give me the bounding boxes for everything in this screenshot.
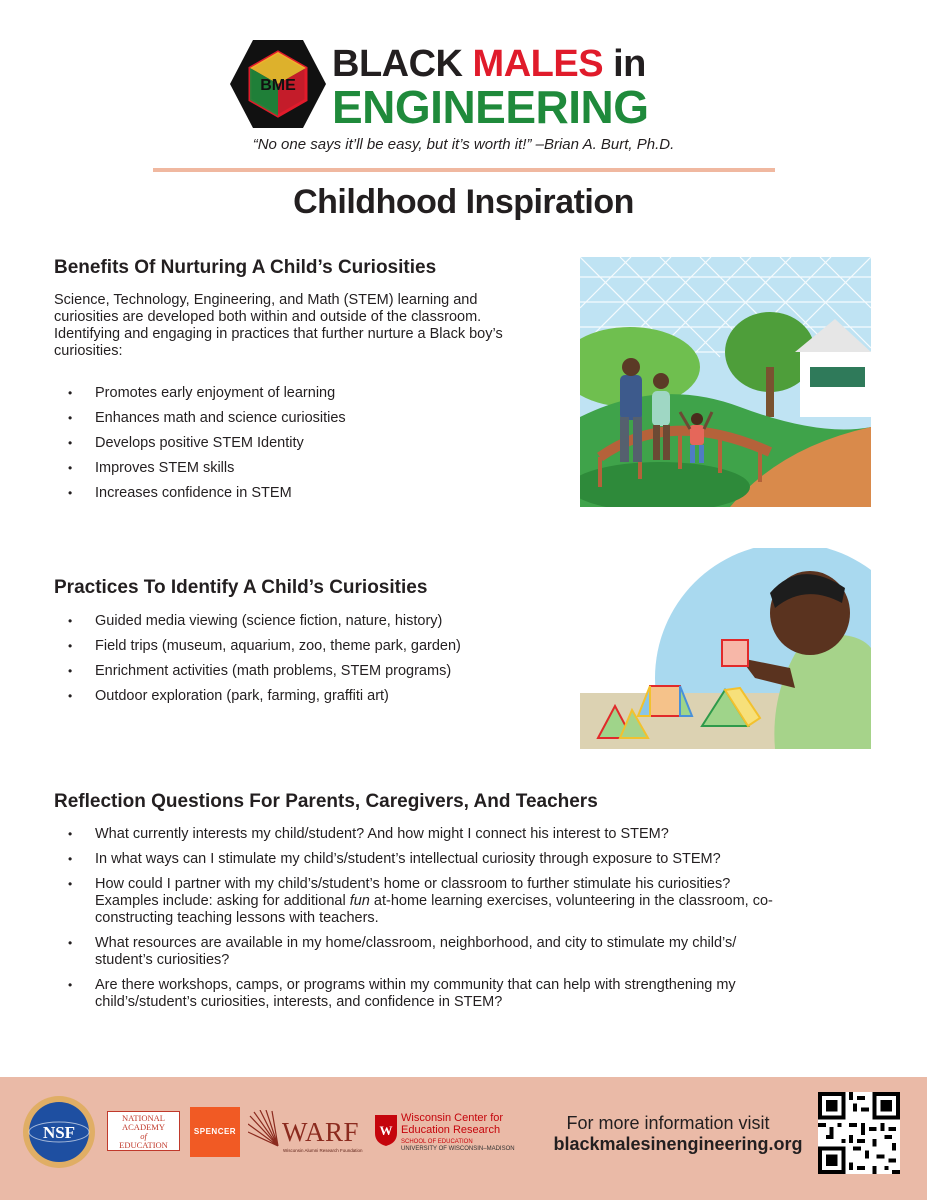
svg-text:W: W: [379, 1123, 393, 1138]
emphasis-fun: fun: [349, 893, 370, 909]
practices-heading: Practices To Identify A Child’s Curiosities: [54, 577, 428, 598]
wcer-logo: Wisconsin Center for Education Research: [401, 1112, 504, 1136]
list-item: • Increases confidence in STEM: [54, 485, 544, 502]
list-item: • Are there workshops, camps, or programs within my community that can help with strengthening my child’s/student’s curiosities, interests, and confidence in STEM?: [54, 977, 784, 1011]
list-item: • Enhances math and science curiosities: [54, 410, 544, 427]
bme-logo-icon: [228, 38, 328, 130]
warf-subtitle: Wisconsin Alumni Research Foundation: [283, 1148, 363, 1153]
benefits-intro: Science, Technology, Engineering, and Math (STEM) learning and curiosities are developed both within and outside of the classroom. Identifying and engaging in practices that further nurture a Black boy’s curiosities:: [54, 292, 503, 359]
list-item: • Develops positive STEM Identity: [54, 435, 544, 452]
garden-family-illustration: [580, 257, 871, 507]
question-text: • How could I partner with my child’s/student’s home or classroom to further stimulate his curiosities?: [95, 876, 731, 892]
header-quote: “No one says it’ll be easy, but it’s worth it!” –Brian A. Burt, Ph.D.: [252, 136, 675, 153]
list-item: • Enrichment activities (math problems, STEM programs): [54, 663, 544, 680]
list-item: • What currently interests my child/student? And how might I connect his interest to STEM?: [54, 826, 784, 843]
list-item: • Improves STEM skills: [54, 460, 544, 477]
nae-logo: NATIONAL ACADEMY of EDUCATION: [107, 1111, 180, 1151]
warf-fan-icon: [248, 1110, 282, 1152]
page-title: Childhood Inspiration: [293, 183, 634, 221]
reflection-list: [54, 826, 784, 1019]
list-item: • Outdoor exploration (park, farming, graffiti art): [54, 688, 544, 705]
list-item: • What resources are available in my home/classroom, neighborhood, and city to stimulate my child’s/ student’s curiosities?: [54, 935, 784, 969]
spencer-logo: SPENCER: [190, 1107, 240, 1157]
benefits-heading: Benefits Of Nurturing A Child’s Curiosities: [54, 257, 437, 278]
warf-text: WARF: [282, 1117, 360, 1147]
question-examples: Examples include: asking for additional fun at-home learning exercises, volunteering in the classroom, co-constructing teaching lessons with teachers.: [95, 893, 773, 926]
wcer-subtitle: SCHOOL OF EDUCATION UNIVERSITY OF WISCONSIN–MADISON: [401, 1139, 515, 1152]
brand-in: in: [603, 43, 646, 85]
nsf-text: NSF: [42, 1123, 76, 1142]
reflection-heading: Reflection Questions For Parents, Caregivers, And Teachers: [54, 791, 598, 812]
nsf-logo-icon: [22, 1092, 96, 1172]
list-item: • Guided media viewing (science fiction, nature, history): [54, 613, 544, 630]
footer-info-text: For more information visit: [566, 1113, 770, 1133]
list-item: [54, 876, 784, 927]
brand-black: BLACK: [332, 43, 473, 85]
footer-website-link[interactable]: blackmalesinengineering.org: [553, 1134, 803, 1154]
brand-males: MALES: [472, 43, 604, 85]
practices-list: [54, 613, 544, 713]
uw-crest-icon: [373, 1113, 399, 1147]
benefits-list: [54, 385, 544, 510]
list-item: • In what ways can I stimulate my child’s/student’s intellectual curiosity through exposure to STEM?: [54, 851, 784, 868]
brand-name-line2: ENGINEERING: [332, 81, 649, 133]
header-divider: [153, 168, 775, 172]
qr-code-icon[interactable]: [818, 1092, 900, 1174]
brand-name-line1: [332, 44, 646, 84]
list-item: • Promotes early enjoyment of learning: [54, 385, 544, 402]
logo-letters: BME: [260, 77, 296, 94]
boy-building-shapes-illustration: [580, 548, 871, 749]
list-item: • Field trips (museum, aquarium, zoo, theme park, garden): [54, 638, 544, 655]
